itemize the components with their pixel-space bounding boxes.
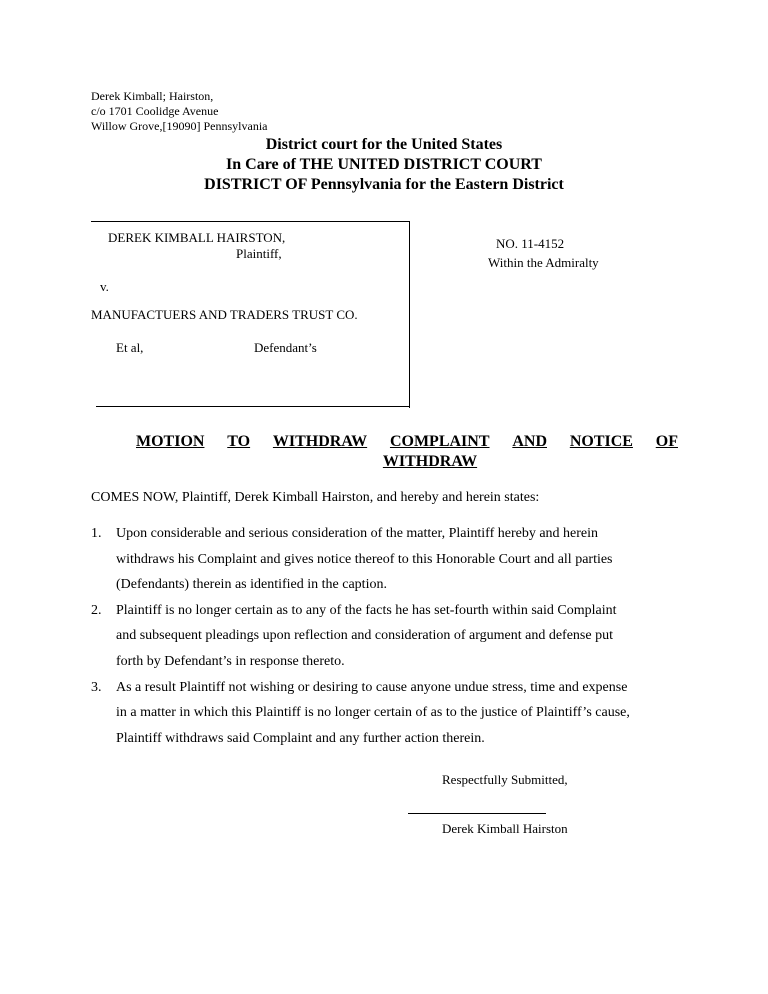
item-line: Plaintiff is no longer certain as to any of the facts he has set-fourth within said Complaint	[116, 602, 617, 618]
defendant-role: Defendant’s	[254, 340, 317, 355]
jurisdiction: Within the Admiralty	[488, 255, 599, 270]
title-word: NOTICE	[569, 433, 633, 450]
item-line: forth by Defendant’s in response thereto.	[116, 653, 345, 669]
item-line: in a matter in which this Plaintiff is no longer certain of as to the justice of Plaintiff’s cause,	[116, 705, 630, 721]
title-word: TO	[227, 433, 251, 450]
title-word: OF	[655, 433, 678, 450]
item-line: As a result Plaintiff not wishing or desiring to cause anyone undue stress, time and expense	[116, 679, 628, 695]
versus: v.	[100, 279, 109, 294]
court-line-2: In Care of THE UNITED DISTRICT COURT	[226, 156, 542, 173]
item-number: 1.	[91, 526, 102, 541]
item-line: and subsequent pleadings upon reflection and consideration of argument and defense put	[116, 628, 613, 644]
title-word: COMPLAINT	[389, 433, 490, 450]
sender-address	[91, 89, 267, 134]
list-item	[91, 675, 681, 752]
case-number: NO. 11-4152	[496, 236, 565, 251]
closing: Respectfully Submitted,	[442, 772, 568, 787]
item-line: Upon considerable and serious consideration of the matter, Plaintiff hereby and herein	[116, 526, 599, 541]
list-item	[91, 521, 681, 598]
item-line: (Defendants) therein as identified in the caption.	[116, 577, 387, 593]
numbered-list	[91, 521, 681, 751]
sender-city: Willow Grove,[19090] Pennsylvania	[91, 119, 268, 133]
et-al: Et al,	[116, 340, 144, 355]
caption-bottom-rule	[96, 406, 410, 407]
court-line-3: DISTRICT OF Pennsylvania for the Eastern District	[204, 176, 564, 193]
intro-paragraph: COMES NOW, Plaintiff, Derek Kimball Hairston, and hereby and herein states:	[91, 490, 540, 505]
sender-street: c/o 1701 Coolidge Avenue	[91, 104, 219, 118]
item-number: 3.	[91, 679, 102, 695]
list-item	[91, 598, 681, 675]
defendant-name: MANUFACTUERS AND TRADERS TRUST CO.	[91, 307, 358, 322]
item-line: withdraws his Complaint and gives notice thereof to this Honorable Court and all parties	[116, 551, 613, 567]
title-word: AND	[512, 433, 547, 450]
document-title	[136, 432, 678, 472]
plaintiff-name: DEREK KIMBALL HAIRSTON,	[108, 230, 286, 245]
title-line-1	[136, 432, 678, 452]
title-word: MOTION	[136, 433, 205, 450]
item-number: 2.	[91, 602, 102, 618]
court-line-1: District court for the United States	[265, 136, 503, 153]
sender-name: Derek Kimball; Hairston,	[91, 89, 214, 103]
item-line: Plaintiff withdraws said Complaint and any further action therein.	[116, 730, 485, 746]
signer-name: Derek Kimball Hairston	[442, 821, 568, 836]
court-heading	[0, 135, 768, 195]
signature-line	[408, 813, 546, 814]
title-line-2: WITHDRAW	[382, 453, 478, 470]
plaintiff-role: Plaintiff,	[236, 246, 282, 261]
title-word: WITHDRAW	[272, 433, 368, 450]
